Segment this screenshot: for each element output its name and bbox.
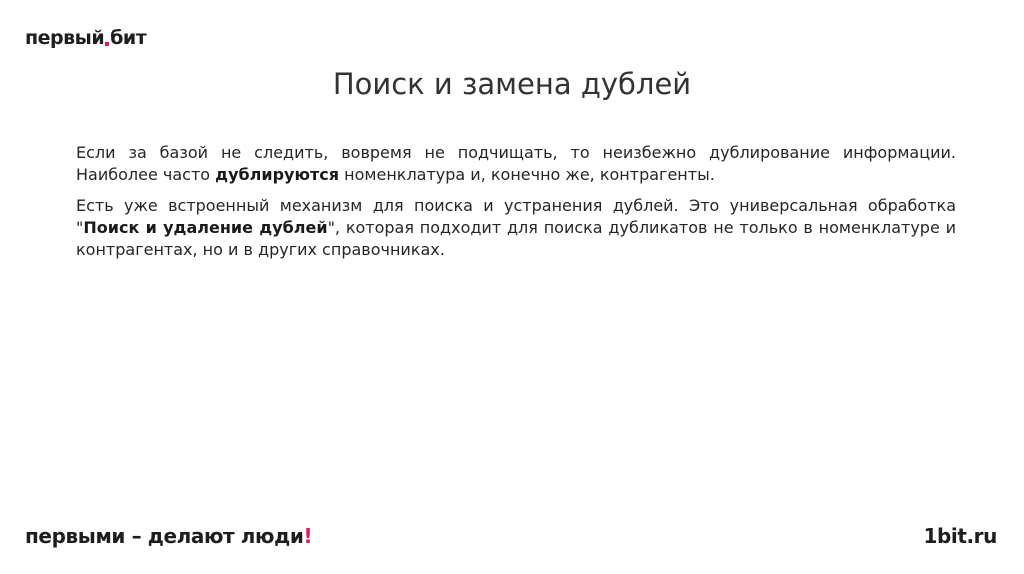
brand-logo	[25, 27, 146, 49]
slogan-text: первыми – делают люди	[25, 524, 304, 548]
paragraph-bold-text: Поиск и удаление дублей	[83, 218, 328, 237]
paragraph-text: Если за базой не следить, вовремя не подчищать, то неизбежно дублирование информации. Наиболее часто	[76, 143, 956, 184]
footer-slogan	[25, 523, 312, 549]
logo-accent-dot	[105, 42, 109, 46]
paragraph-text: ", которая подходит для поиска дубликатов не только в номенклатуре и контрагентах, но и в других справочниках.	[76, 218, 957, 259]
slide-body	[76, 142, 956, 270]
logo-text-part2: бит	[110, 27, 147, 49]
slogan-exclamation: !	[303, 524, 313, 548]
logo-text-part1: первый	[25, 27, 105, 49]
paragraph-text: Есть уже встроенный механизм для поиска и устранения дублей. Это универсальная обработка "	[76, 196, 956, 237]
paragraph-text: номенклатура и, конечно же, контрагенты.	[339, 165, 715, 184]
paragraph-mechanism	[76, 195, 956, 261]
paragraph-duplication	[76, 142, 956, 186]
paragraph-bold-text: дублируются	[215, 165, 340, 184]
footer-site-url: 1bit.ru	[923, 524, 997, 548]
slide-title: Поиск и замена дублей	[332, 67, 692, 101]
